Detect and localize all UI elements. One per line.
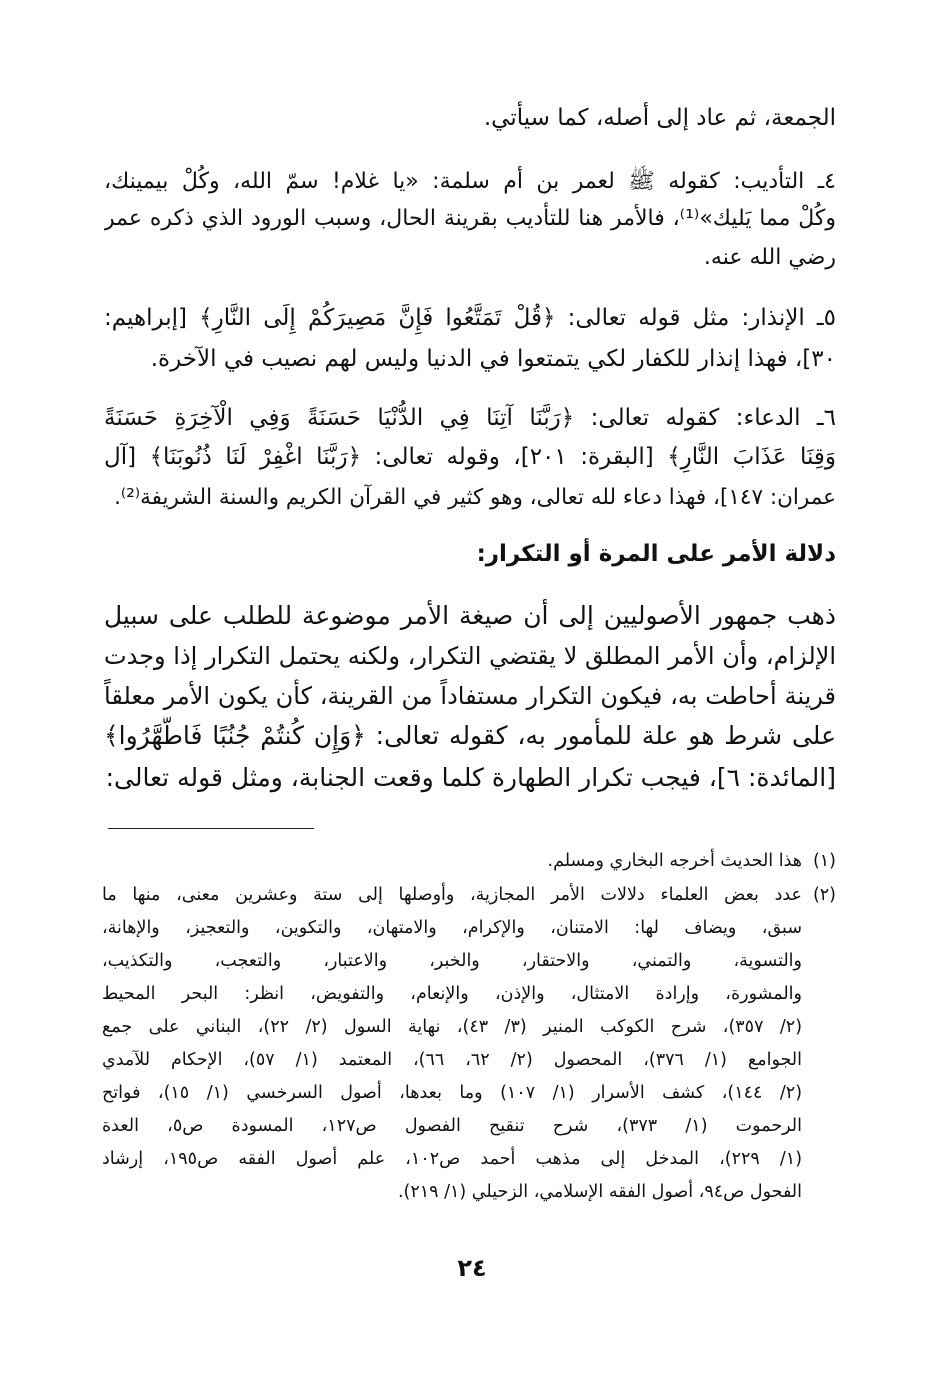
body-line: ٤ـ التأديب: كقوله ﷺ لعمر بن أم سلمة: «يا غلام! سمّ الله، وكُلْ بيمينك،	[104, 169, 836, 194]
body-line: ٣٠]، فهذا إنذار للكفار لكي يتمتعوا في الدنيا وليس لهم نصيب في الآخرة.	[150, 346, 836, 372]
body-line: قرينة أحاطت به، فيكون التكرار مستفاداً من القرينة، كأن يكون الأمر معلقاً	[104, 682, 836, 710]
footnote-line: الفحول ص٩٤، أصول الفقه الإسلامي، الزحيلي (١/ ٢١٩).	[397, 1182, 802, 1202]
section-heading: دلالة الأمر على المرة أو التكرار:	[476, 541, 836, 567]
footnote-line: الرحموت (١/ ٣٧٣)، شرح تنقيح الفصول ص١٢٧، المسودة ص٥، العدة	[102, 1116, 802, 1136]
body-line: [المائدة: ٦]، فيجب تكرار الطهارة كلما وقعت الجنابة، ومثل قوله تعالى:	[105, 763, 836, 792]
body-line: الإلزام، وأن الأمر المطلق لا يقتضي التكرار، ولكنه يحتمل التكرار إذا وجدت	[104, 642, 836, 670]
footnote-marker: (٢)	[812, 885, 836, 905]
footnote-marker: (١)	[812, 851, 836, 871]
footnote-line: سبق، ويضاف لها: الامتنان، والإكرام، والامتهان، والتكوين، والتعجيز، والإهانة،	[102, 918, 802, 938]
footnote-line: (١/ ٢٢٩)، المدخل إلى مذهب أحمد ص١٠٢، علم أصول الفقه ص١٩٥، إرشاد	[102, 1149, 802, 1169]
page-number: ٢٤	[457, 1254, 487, 1282]
footnote-line: والتسوية، والتمني، والاحتقار، والخبر، والاعتبار، والتعجب، والتكذيب،	[102, 951, 802, 971]
footnote-line: الجوامع (١/ ٣٧٦)، المحصول (٢/ ٦٢، ٦٦)، المعتمد (١/ ٥٧)، الإحكام للآمدي	[102, 1050, 802, 1070]
body-line: على شرط هو علة للمأمور به، كقوله تعالى: ﴿وَإِن كُنتُمْ جُنُبًا فَاطَّهَّرُوا﴾	[104, 721, 836, 750]
body-line: الجمعة، ثم عاد إلى أصله، كما سيأتي.	[483, 105, 836, 131]
footnote-line: هذا الحديث أخرجه البخاري ومسلم.	[547, 851, 802, 871]
body-line: عمران: ١٤٧]، فهذا دعاء لله تعالى، وهو كثير في القرآن الكريم والسنة الشريفة⁽²⁾.	[114, 485, 836, 510]
body-line: ٥ـ الإنذار: مثل قوله تعالى: ﴿قُلْ تَمَتَّعُوا فَإِنَّ مَصِيرَكُمْ إِلَى النَّارِ﴾ [إبراهيم:	[104, 305, 836, 331]
body-line: رضي الله عنه.	[703, 245, 836, 270]
footnote-line: عدد بعض العلماء دلالات الأمر المجازية، وأوصلها إلى ستة وعشرين معنى، منها ما	[102, 885, 802, 905]
body-line: ذهب جمهور الأصوليين إلى أن صيغة الأمر موضوعة للطلب على سبيل	[104, 601, 836, 630]
body-line: ٦ـ الدعاء: كقوله تعالى: ﴿رَبَّنَا آتِنَا فِي الدُّنْيَا حَسَنَةً وَفِي الْآخِرَةِ حَسَنَةً	[104, 405, 836, 431]
footnote-line: (٢/ ١٤٤)، كشف الأسرار (١/ ١٠٧) وما بعدها، أصول السرخسي (١/ ١٥)، فواتح	[102, 1083, 802, 1103]
footnote-line: (٢/ ٣٥٧)، شرح الكوكب المنير (٣/ ٤٣)، نهاية السول (٢/ ٢٢)، البناني على جمع	[102, 1017, 802, 1037]
footnote-separator	[108, 828, 314, 829]
body-line: وَقِنَا عَذَابَ النَّارِ﴾ [البقرة: ٢٠١]، وقوله تعالى: ﴿رَبَّنَا اغْفِرْ لَنَا ذُنُوبَنَا﴾ [آل	[104, 444, 836, 470]
body-line: وكُلْ مما يَليك»⁽¹⁾، فالأمر هنا للتأديب بقرينة الحال، وسبب الورود الذي ذكره عمر	[104, 206, 836, 231]
footnote-line: والمشورة، وإرادة الامتثال، والإذن، والإنعام، والتفويض، انظر: البحر المحيط	[102, 984, 802, 1004]
